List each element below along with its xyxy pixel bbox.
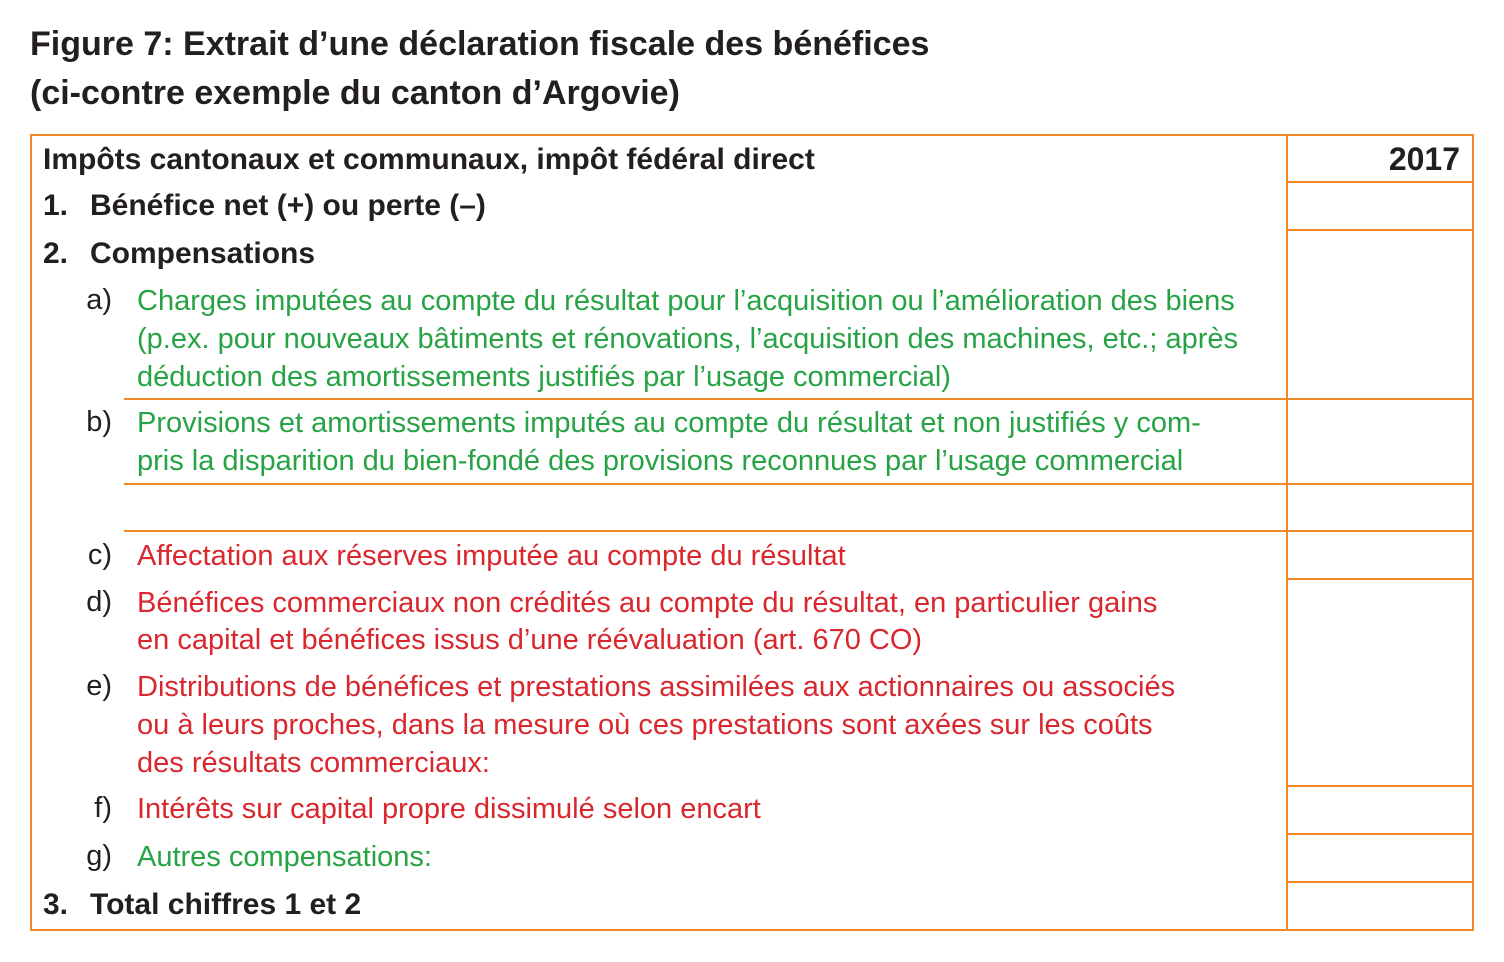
item-1-label: Bénéfice net (+) ou perte (–) xyxy=(90,189,486,222)
figure-title: Figure 7: Extrait d’une déclaration fiscale des bénéfices xyxy=(30,25,930,63)
value-cell-rule xyxy=(1288,833,1472,835)
value-cell-rule xyxy=(1288,785,1472,787)
sub-b-letter: b) xyxy=(86,406,112,438)
sub-f-letter: f) xyxy=(94,792,112,824)
value-cell-rule xyxy=(1288,483,1472,485)
sub-e-line-2: ou à leurs proches, dans la mesure où ces prestations sont axées sur les coûts xyxy=(137,709,1153,741)
item-2-number: 2. xyxy=(43,237,69,270)
value-cell-rule xyxy=(1288,530,1472,532)
sub-d-line-2: en capital et bénéfices issus d’une réévaluation (art. 670 CO) xyxy=(137,624,923,656)
figure-subtitle: (ci-contre exemple du canton d’Argovie) xyxy=(30,74,680,112)
sub-a-line-1: Charges imputées au compte du résultat pour l’acquisition ou l’amélioration des biens xyxy=(137,285,1235,317)
item-3-label: Total chiffres 1 et 2 xyxy=(90,888,362,921)
sub-c-letter: c) xyxy=(87,539,112,571)
sub-f-line-1: Intérêts sur capital propre dissimulé selon encart xyxy=(137,793,761,825)
sub-d-letter: d) xyxy=(86,586,112,618)
sub-e-letter: e) xyxy=(86,670,112,702)
value-column-divider xyxy=(1286,134,1288,931)
tax-year: 2017 xyxy=(1388,141,1460,177)
value-cell-rule xyxy=(1288,229,1472,231)
sub-a-line-2: (p.ex. pour nouveaux bâtiments et rénovations, l’acquisition des machines, etc.; après xyxy=(137,323,1238,355)
row-rule xyxy=(124,530,1288,532)
sub-b-line-2: pris la disparition du bien-fondé des provisions reconnues par l’usage commercial xyxy=(137,445,1184,477)
item-2-label: Compensations xyxy=(90,237,316,270)
item-3-number: 3. xyxy=(43,888,69,921)
sub-e-line-3: des résultats commerciaux: xyxy=(137,747,490,779)
sub-e-line-1: Distributions de bénéfices et prestations assimilées aux actionnaires ou associés xyxy=(137,671,1176,703)
row-rule xyxy=(124,398,1288,400)
sub-d-line-1: Bénéfices commerciaux non crédités au compte du résultat, en particulier gains xyxy=(137,587,1158,619)
sub-a-line-3: déduction des amortissements justifiés par l’usage commercial) xyxy=(137,361,951,393)
sub-b-line-1: Provisions et amortissements imputés au compte du résultat et non justifiés y com- xyxy=(137,407,1201,439)
value-cell-rule xyxy=(1288,578,1472,580)
sub-g-letter: g) xyxy=(86,840,112,872)
value-cell-rule xyxy=(1288,881,1472,883)
sub-c-line-1: Affectation aux réserves imputée au compte du résultat xyxy=(137,540,846,572)
item-1-number: 1. xyxy=(43,189,69,222)
value-cell-rule xyxy=(1288,398,1472,400)
form-header: Impôts cantonaux et communaux, impôt fédéral direct xyxy=(43,143,815,176)
sub-a-letter: a) xyxy=(86,284,112,316)
sub-g-line-1: Autres compensations: xyxy=(137,841,432,873)
row-rule xyxy=(124,483,1288,485)
